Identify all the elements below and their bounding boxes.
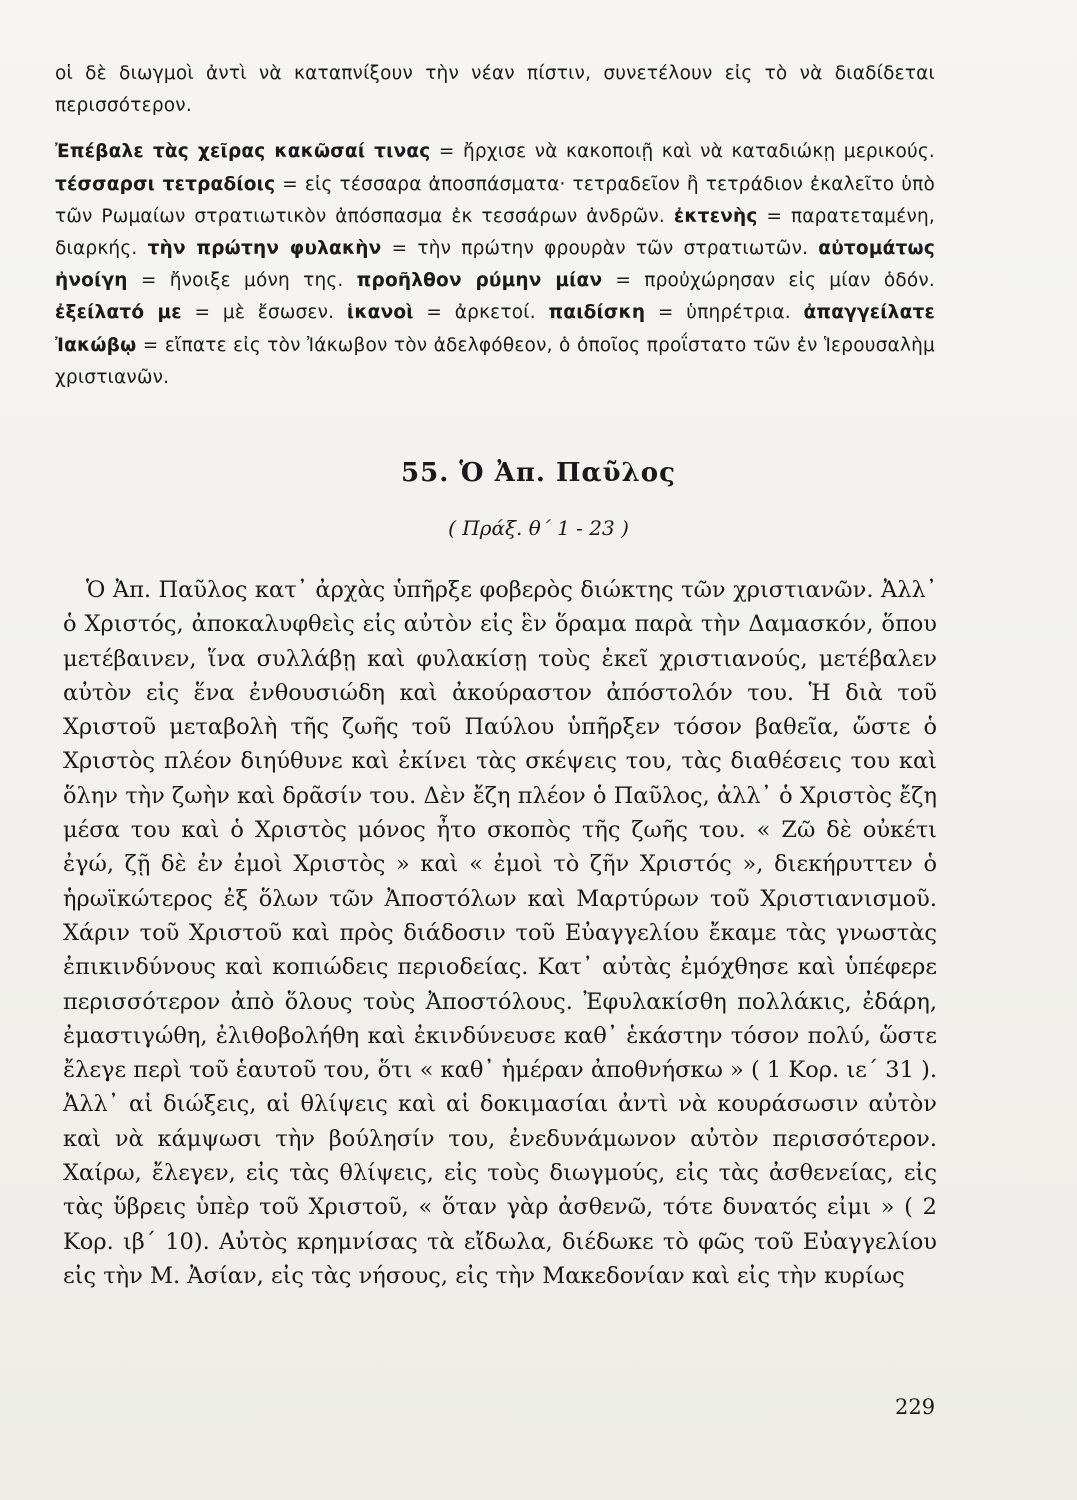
section-reference: ( Πράξ. θ΄ 1 - 23 ): [448, 516, 629, 540]
notes-block: [55, 58, 935, 394]
glossary-definition: = ἀρκετοί.: [413, 302, 549, 324]
glossary-term: αὐτομάτως ἠνοίγη: [55, 238, 935, 292]
glossary-term: προῆλθον ρύμην μίαν: [356, 270, 603, 292]
body-text: Ὁ Ἀπ. Παῦλος κατ᾽ ἀρχὰς ὑπῆρξε φοβερὸς διώκτης τῶν χριστιανῶν. Ἀλλ᾽ ὁ Χριστός, ἀποκαλυφθεὶς εἰς αὐτὸν εἰς ἓν ὅραμα παρὰ τὴν Δαμασκόν, ὅπου μετέβαινεν, ἵνα συλλάβῃ καὶ φυλακίσῃ τοὺς ἐκεῖ χριστιανούς, μετέβαλεν αὐτὸν εἰς ἕνα ἐνθουσιώδη καὶ ἀκούραστον ἀπόστολόν του. Ἡ διὰ τοῦ Χριστοῦ μεταβολὴ τῆς ζωῆς τοῦ Παύλου ὑπῆρξεν τόσον βαθεῖα, ὥστε ὁ Χριστὸς πλέον διηύθυνε καὶ ἐκίνει τὰς σκέψεις του, τὰς διαθέσεις του καὶ ὅλην τὴν ζωὴν καὶ δρᾶσίν του. Δὲν ἔζη πλέον ὁ Παῦλος, ἀλλ᾽ ὁ Χριστὸς ἔζη μέσα του καὶ ὁ Χριστὸς μόνος ἦτο σκοπὸς τῆς ζωῆς του. « Ζῶ δὲ οὐκέτι ἐγώ, ζῇ δὲ ἐν ἐμοὶ Χριστὸς » καὶ « ἐμοὶ τὸ ζῆν Χριστός », διεκήρυττεν ὁ ἡρωϊκώτερος ἐξ ὅλων τῶν Ἀποστόλων καὶ Μαρτύρων τοῦ Χριστιανισμοῦ. Χάριν τοῦ Χριστοῦ καὶ πρὸς διάδοσιν τοῦ Εὐαγγελίου ἔκαμε τὰς γνωστὰς ἐπικινδύνους καὶ κοπιώδεις περιοδείας. Κατ᾽ αὐτὰς ἐμόχθησε καὶ ὑπέφερε περισσότερον ἀπὸ ὅλους τοὺς Ἀποστόλους. Ἐφυλακίσθη πολλάκις, ἐδάρη, ἐμαστιγώθη, ἐλιθοβολήθη καὶ ἐκινδύνευσε καθ᾽ ἑκάστην τόσον πολύ, ὥστε ἔλεγε περὶ τοῦ ἑαυτοῦ του, ὅτι « καθ᾽ ἡμέραν ἀποθνήσκω » ( 1 Κορ. ιε΄ 31 ). Ἀλλ᾽ αἱ διώξεις, αἱ θλίψεις καὶ αἱ δοκιμασίαι ἀντὶ νὰ κουράσωσιν αὐτὸν καὶ νὰ κάμψωσι τὴν βούλησίν του, ἐνεδυνάμωνον αὐτὸν περισσότερον. Χαίρω, ἔλεγεν, εἰς τὰς θλίψεις, εἰς τοὺς διωγμούς, εἰς τὰς ἀσθενείας, εἰς τὰς ὕβρεις ὑπὲρ τοῦ Χριστοῦ, « ὅταν γὰρ ἀσθενῶ, τότε δυνατός εἰμι » ( 2 Κορ. ιβ΄ 10). Αὐτὸς κρημνίσας τὰ εἴδωλα, διέδωκε τὸ φῶς τοῦ Εὐαγγελίου εἰς τὴν Μ. Ἀσίαν, εἰς τὰς νήσους, εἰς τὴν Μακεδονίαν καὶ εἰς τὴν κυρίως: [63, 577, 937, 1289]
glossary-term: παιδίσκη: [548, 302, 646, 324]
glossary-definition: = ὑπηρέτρια.: [645, 302, 804, 324]
glossary-term: τέσσαρσι τετραδίοις: [55, 173, 276, 195]
glossary-definition: = τὴν πρώτην φρουρὰν τῶν στρατιωτῶν.: [381, 238, 819, 260]
glossary-definition: = εἰς τέσσαρα ἀποσπάσματα· τετραδεῖον ἢ τετράδιον ἐκαλεῖτο ὑπὸ τῶν Ρωμαίων στρατιωτικὸν ἀπόσπασμα ἐκ τεσσάρων ἀνδρῶν.: [55, 173, 936, 227]
intro-line: οἱ δὲ διωγμοὶ ἀντὶ νὰ καταπνίξουν τὴν νέαν πίστιν, συνετέλουν εἰς τὸ νὰ διαδίδεται περισσότερον.: [55, 63, 935, 117]
glossary-definition: = μὲ ἔσωσεν.: [181, 302, 347, 324]
glossary-definition: = προὐχώρησαν εἰς μίαν ὁδόν.: [602, 270, 935, 292]
glossary-term: ἱκανοὶ: [346, 302, 414, 324]
glossary-paragraph: [55, 136, 935, 394]
glossary-definition: = παρατεταμένη, διαρκής.: [55, 205, 935, 260]
glossary-definition: = εἴπατε εἰς τὸν Ἰάκωβον τὸν ἀδελφόθεον, ὁ ὁποῖος προΐστατο τῶν ἐν Ἱερουσαλὴμ χριστιανῶν.: [55, 334, 935, 388]
glossary-term: ἀπαγγείλατε Ἰακώβῳ: [55, 302, 935, 356]
glossary-term: ἐκτενὴς: [673, 205, 758, 227]
glossary-term: τὴν πρώτην φυλακὴν: [147, 238, 382, 260]
glossary-definition: = ἤρχισε νὰ κακοποιῇ καὶ νὰ καταδιώκῃ μερικούς.: [430, 141, 936, 163]
glossary-term: ἐξείλατό με: [55, 302, 182, 324]
page-number: 229: [895, 1395, 936, 1419]
section-title: 55. Ὁ Ἀπ. Παῦλος: [401, 458, 676, 488]
glossary-definition: = ἤνοιξε μόνη της.: [127, 270, 357, 292]
glossary-term: Ἐπέβαλε τὰς χεῖρας κακῶσαί τινας: [55, 141, 431, 163]
